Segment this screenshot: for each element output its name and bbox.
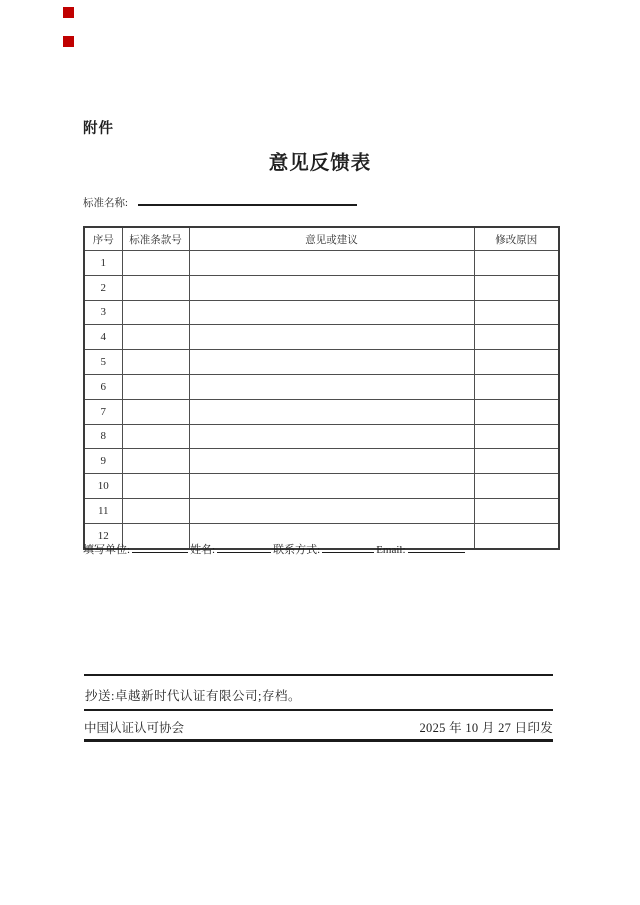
table-cell xyxy=(122,374,189,399)
page-title: 意见反馈表 xyxy=(268,153,372,174)
table-row xyxy=(84,474,559,499)
row-number: 3 xyxy=(84,300,122,325)
red-marker-icon xyxy=(63,7,74,18)
email-blank xyxy=(408,541,465,553)
table-cell xyxy=(189,498,474,523)
fill-info-row xyxy=(83,541,467,557)
column-header-clause: 标准条款号 xyxy=(122,227,189,251)
table-row xyxy=(84,374,559,399)
table-cell xyxy=(474,474,559,499)
table-cell xyxy=(474,498,559,523)
table-cell xyxy=(474,251,559,276)
row-number: 10 xyxy=(84,474,122,499)
table-cell xyxy=(122,449,189,474)
table-cell xyxy=(122,325,189,350)
unit-label: 填写单位: xyxy=(83,544,131,556)
row-number: 9 xyxy=(84,449,122,474)
column-header-suggestion: 意见或建议 xyxy=(189,227,474,251)
feedback-table xyxy=(83,226,560,550)
table-cell xyxy=(122,474,189,499)
contact-blank xyxy=(322,541,374,553)
table-cell xyxy=(189,449,474,474)
name-blank xyxy=(217,541,271,553)
table-row xyxy=(84,251,559,276)
table-cell xyxy=(122,424,189,449)
table-cell xyxy=(474,424,559,449)
table-cell xyxy=(474,325,559,350)
row-number: 6 xyxy=(84,374,122,399)
table-row xyxy=(84,275,559,300)
row-number: 5 xyxy=(84,350,122,375)
issue-date: 2025 年 10 月 27 日印发 xyxy=(419,721,553,735)
table-cell xyxy=(474,449,559,474)
table-row xyxy=(84,300,559,325)
table-cell xyxy=(189,424,474,449)
cc-line: 抄送:卓越新时代认证有限公司;存档。 xyxy=(85,689,301,703)
table-row xyxy=(84,449,559,474)
row-number: 4 xyxy=(84,325,122,350)
column-header-index: 序号 xyxy=(84,227,122,251)
table-cell xyxy=(189,325,474,350)
table-cell xyxy=(122,399,189,424)
table-cell xyxy=(189,474,474,499)
issuer-row xyxy=(84,718,553,736)
table-cell xyxy=(189,374,474,399)
issuer-name: 中国认证认可协会 xyxy=(84,721,185,735)
table-cell xyxy=(474,275,559,300)
table-row xyxy=(84,424,559,449)
table-cell xyxy=(189,350,474,375)
row-number: 7 xyxy=(84,399,122,424)
table-cell xyxy=(474,350,559,375)
row-number: 1 xyxy=(84,251,122,276)
footer-divider-bottom xyxy=(84,739,553,742)
table-row xyxy=(84,325,559,350)
table-cell xyxy=(122,300,189,325)
table-row xyxy=(84,399,559,424)
red-marker-icon xyxy=(63,36,74,47)
table-cell xyxy=(189,275,474,300)
standard-name-row xyxy=(83,193,357,210)
table-row xyxy=(84,498,559,523)
footer-divider-top xyxy=(84,674,553,676)
table-header-row xyxy=(84,227,559,251)
column-header-reason: 修改原因 xyxy=(474,227,559,251)
row-number: 11 xyxy=(84,498,122,523)
table-row xyxy=(84,350,559,375)
standard-name-blank xyxy=(138,193,357,206)
table-cell xyxy=(122,251,189,276)
row-number: 8 xyxy=(84,424,122,449)
footer-divider-middle xyxy=(84,709,553,711)
standard-name-label: 标准名称: xyxy=(83,198,128,209)
table-cell xyxy=(474,399,559,424)
table-cell xyxy=(189,300,474,325)
table-cell xyxy=(474,300,559,325)
table-cell xyxy=(189,251,474,276)
table-cell xyxy=(189,399,474,424)
contact-label: 联系方式: xyxy=(273,544,321,556)
table-cell xyxy=(474,374,559,399)
row-number: 2 xyxy=(84,275,122,300)
table-cell xyxy=(122,498,189,523)
table-cell xyxy=(122,350,189,375)
attachment-label: 附件 xyxy=(83,121,114,137)
email-label: Email: xyxy=(376,544,406,556)
unit-blank xyxy=(132,541,188,553)
table-cell xyxy=(474,523,559,548)
table-cell xyxy=(122,275,189,300)
name-label: 姓名: xyxy=(190,544,216,556)
row-number: 12 xyxy=(84,523,122,548)
